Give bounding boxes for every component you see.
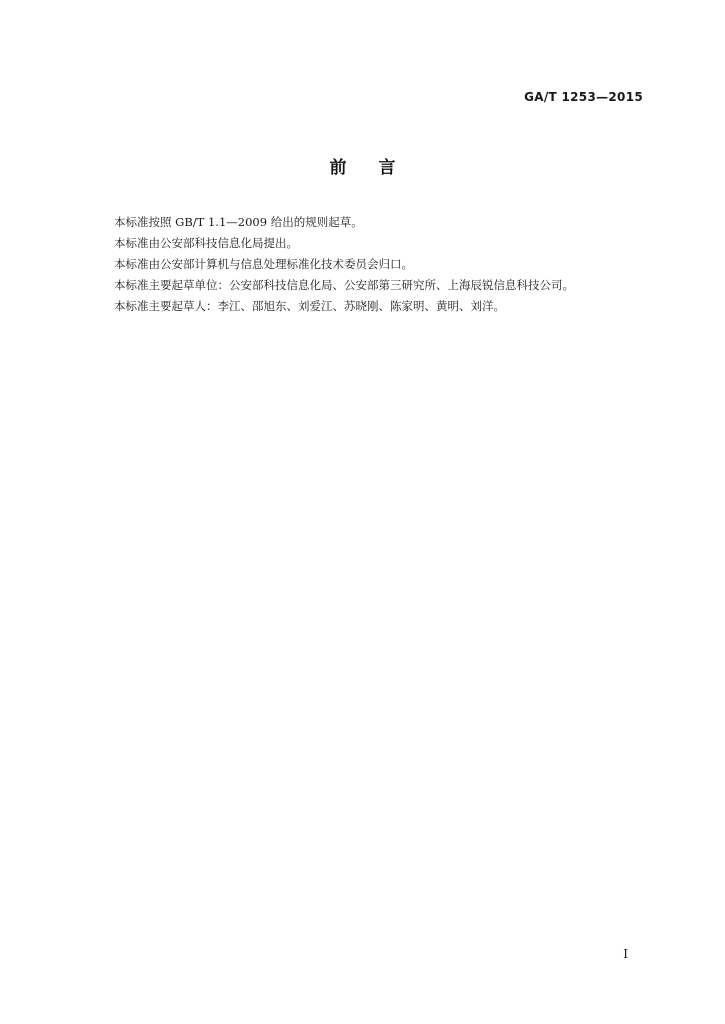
paragraph-proposer: 本标准由公安部科技信息化局提出。 bbox=[114, 236, 298, 250]
standard-code: GA/T 1253—2015 bbox=[524, 90, 643, 104]
paragraph-drafting-rules: 本标准按照 GB/T 1.1—2009 给出的规则起草。 bbox=[114, 215, 363, 229]
paragraph-responsible-committee: 本标准由公安部计算机与信息处理标准化技术委员会归口。 bbox=[114, 257, 413, 271]
page-title: 前言 bbox=[329, 158, 428, 178]
paragraph-drafters: 本标准主要起草人：李江、邵旭东、刘爱江、苏晓刚、陈家明、黄明、刘洋。 bbox=[114, 299, 505, 313]
foreword-body bbox=[114, 212, 634, 317]
page-number: I bbox=[623, 947, 628, 961]
paragraph-drafting-units: 本标准主要起草单位：公安部科技信息化局、公安部第三研究所、上海辰锐信息科技公司。 bbox=[114, 278, 574, 292]
